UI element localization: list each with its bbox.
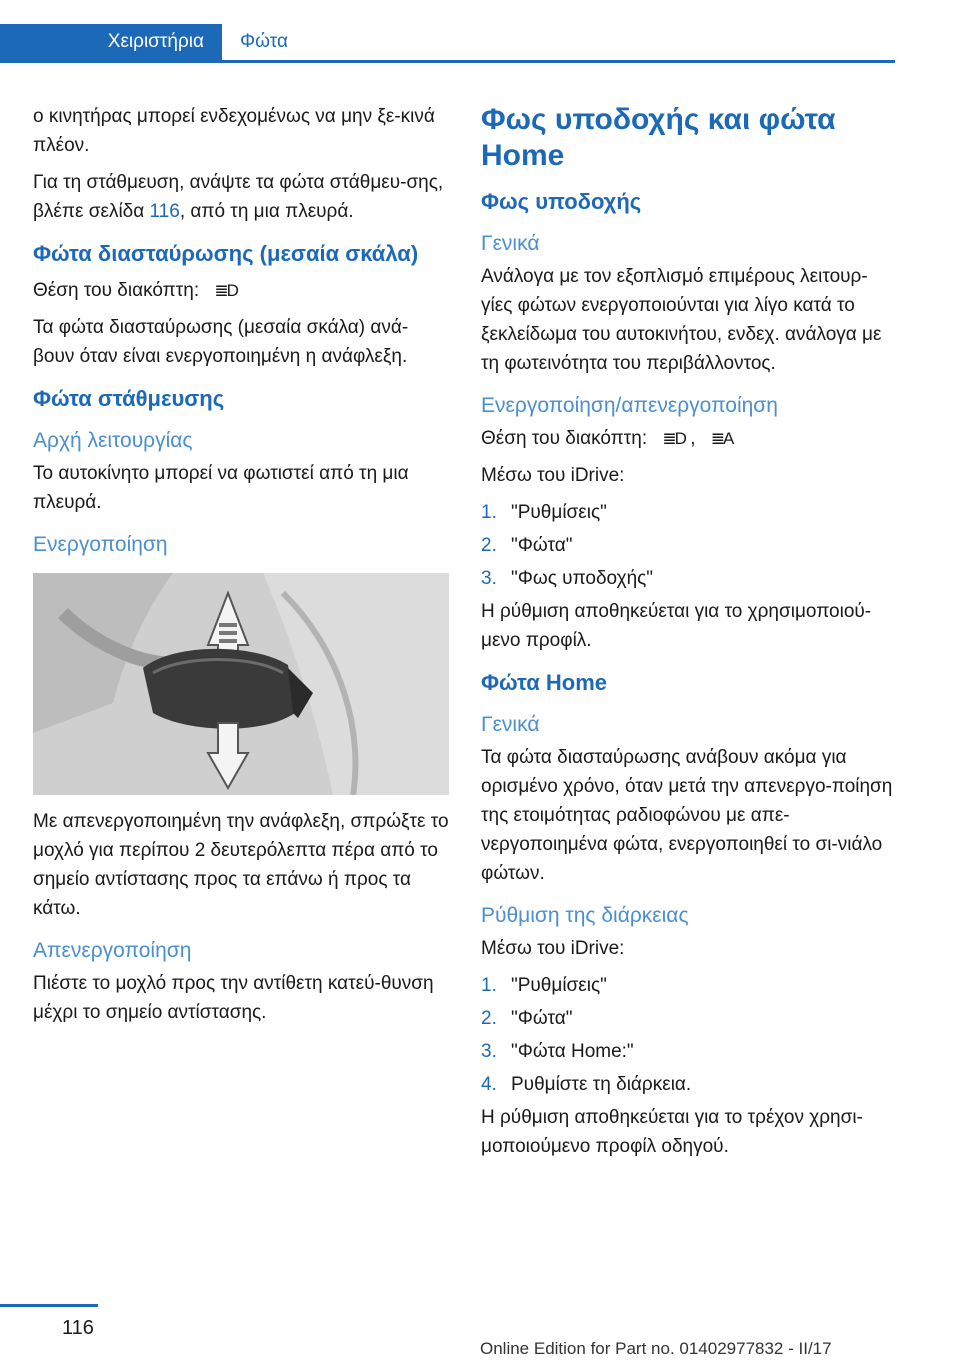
paragraph-profile-note: Η ρύθμιση αποθηκεύεται για το χρησιμοποιού‐μενο προφίλ. bbox=[481, 601, 872, 651]
list-item bbox=[481, 498, 893, 527]
text-before-link: Για τη στάθμευση, ανάψτε τα φώτα στάθμευ‐σης, βλέπε σελίδα bbox=[33, 172, 444, 222]
step-number: 3. bbox=[481, 568, 497, 589]
step-number: 2. bbox=[481, 1008, 497, 1029]
low-beam-icon: ≣D bbox=[662, 429, 685, 448]
page-number: 116 bbox=[62, 1317, 94, 1339]
step-text: Ρυθμίστε τη διάρκεια. bbox=[511, 1074, 692, 1095]
step-text: "Φώτα" bbox=[511, 535, 573, 556]
paragraph-deactivation: Πιέστε το μοχλό προς την αντίθετη κατεύ‐θυνση μέχρι το σημείο αντίστασης. bbox=[33, 973, 434, 1023]
heading-parking-lights: Φώτα στάθμευσης bbox=[33, 386, 225, 411]
switch-position-label: Θέση του διακόπτη: bbox=[481, 428, 648, 449]
paragraph-driver-profile-note: Η ρύθμιση αποθηκεύεται για το τρέχον χρησι‐μοποιούμενο προφίλ οδηγού. bbox=[481, 1107, 863, 1157]
paragraph-engine: ο κινητήρας μπορεί ενδεχομένως να μην ξε‐κινά πλέον. bbox=[33, 106, 435, 156]
paragraph-home-general: Τα φώτα διασταύρωσης ανάβουν ακόμα για ορισμένο χρόνο, όταν μετά την απενεργο‐ποίηση της ετοιμότητας ραδιοφώνου με απε‐νεργοποιημένα φώτα, ενεργοποιηθεί το σι‐νιάλο φώτων. bbox=[481, 747, 893, 884]
text-after-link: , από τη μια πλευρά. bbox=[179, 201, 354, 222]
list-item bbox=[481, 1037, 893, 1066]
steps-list-home bbox=[481, 971, 893, 1099]
auto-light-icon: ≣A bbox=[710, 429, 733, 448]
idrive-label: Μέσω του iDrive: bbox=[481, 938, 625, 959]
footer-divider bbox=[0, 1304, 98, 1307]
switch-position-line bbox=[481, 424, 893, 453]
heading-general-1: Γενικά bbox=[481, 232, 540, 255]
step-text: "Φώτα" bbox=[511, 1008, 573, 1029]
switch-position-label: Θέση του διακόπτη: bbox=[33, 280, 200, 301]
heading-deactivation: Απενεργοποίηση bbox=[33, 939, 192, 962]
step-text: "Φώτα Home:" bbox=[511, 1041, 634, 1062]
idrive-label: Μέσω του iDrive: bbox=[481, 465, 625, 486]
step-number: 1. bbox=[481, 975, 497, 996]
paragraph-activation: Με απενεργοποιημένη την ανάφλεξη, σπρώξτε το μοχλό για περίπου 2 δευτερόλεπτα πέρα από το σημείο αντίστασης προς τα επάνω ή προς τα κάτω. bbox=[33, 811, 449, 919]
tab-controls[interactable]: Χειριστήρια bbox=[0, 24, 222, 60]
heading-low-beam: Φώτα διασταύρωσης (μεσαία σκάλα) bbox=[33, 241, 419, 266]
low-beam-icon: ≣D bbox=[214, 281, 237, 300]
list-item bbox=[481, 1004, 893, 1033]
heading-welcome-home: Φως υποδοχής και φώτα Home bbox=[481, 103, 836, 172]
heading-on-off: Ενεργοποίηση/απενεργοποίηση bbox=[481, 394, 778, 417]
tab-lights[interactable]: Φώτα bbox=[240, 31, 288, 52]
list-item bbox=[481, 531, 893, 560]
step-number: 3. bbox=[481, 1041, 497, 1062]
list-item bbox=[481, 564, 893, 593]
heading-activation: Ενεργοποίηση bbox=[33, 533, 168, 556]
paragraph-principle: Το αυτοκίνητο μπορεί να φωτιστεί από τη μια πλευρά. bbox=[33, 463, 409, 513]
step-text: "Ρυθμίσεις" bbox=[511, 975, 607, 996]
heading-duration: Ρύθμιση της διάρκειας bbox=[481, 904, 689, 927]
paragraph-welcome-general: Ανάλογα με τον εξοπλισμό επιμέρους λειτουρ‐γίες φώτων ενεργοποιούνται για λίγο κατά το ξεκλείδωμα του αυτοκινήτου, ενδεχ. ανάλογα με τη φωτεινότητα του περιβάλλοντος. bbox=[481, 266, 882, 374]
header-tabbar bbox=[0, 24, 895, 63]
page-link[interactable]: 116 bbox=[149, 201, 180, 222]
steps-list-welcome bbox=[481, 498, 893, 593]
heading-principle: Αρχή λειτουργίας bbox=[33, 429, 193, 452]
lever-illustration bbox=[33, 573, 449, 795]
right-column bbox=[481, 102, 893, 1169]
step-number: 1. bbox=[481, 502, 497, 523]
heading-home-lights: Φώτα Home bbox=[481, 670, 607, 695]
step-text: "Ρυθμίσεις" bbox=[511, 502, 607, 523]
paragraph-low-beam: Τα φώτα διασταύρωσης (μεσαία σκάλα) ανά‐βουν όταν είναι ενεργοποιημένη η ανάφλεξη. bbox=[33, 317, 409, 367]
heading-general-2: Γενικά bbox=[481, 713, 540, 736]
list-item bbox=[481, 1070, 893, 1099]
paragraph-parking-ref bbox=[33, 168, 449, 226]
step-text: "Φως υποδοχής" bbox=[511, 568, 654, 589]
list-item bbox=[481, 971, 893, 1000]
edition-note: Online Edition for Part no. 01402977832 - II/17 bbox=[480, 1339, 832, 1358]
switch-position-line bbox=[33, 276, 449, 305]
step-number: 4. bbox=[481, 1074, 497, 1095]
heading-welcome-light: Φως υποδοχής bbox=[481, 189, 642, 214]
step-number: 2. bbox=[481, 535, 497, 556]
separator-comma: , bbox=[690, 428, 696, 449]
left-column bbox=[33, 102, 449, 1035]
